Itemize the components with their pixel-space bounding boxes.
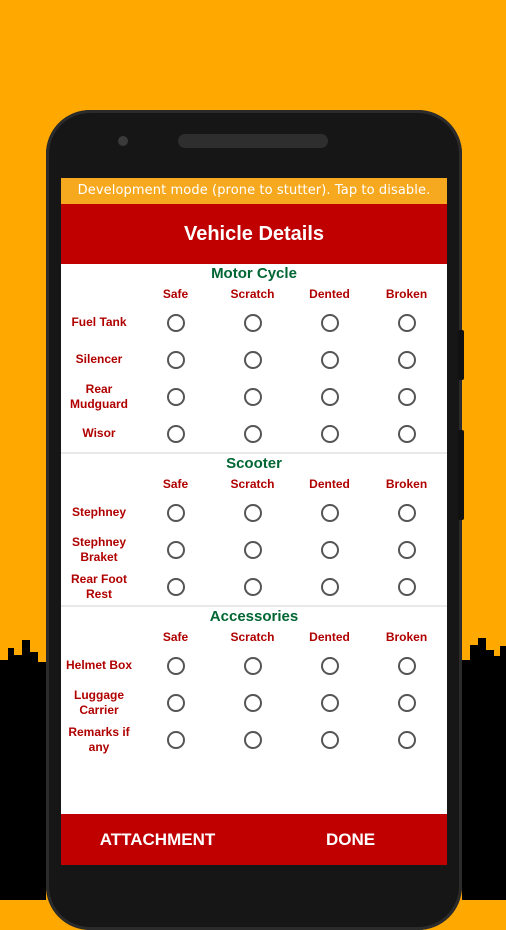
row-label: Fuel Tank (71, 315, 127, 329)
column-header-row (61, 627, 447, 647)
column-header: Dented (309, 630, 350, 644)
radio-cell (214, 388, 291, 406)
bottom-action-bar (61, 814, 447, 865)
radio-button-dented[interactable] (321, 504, 339, 522)
form-row (61, 494, 447, 531)
radio-button-scratch[interactable] (244, 657, 262, 675)
phone-side-button (458, 430, 464, 520)
radio-cell (214, 731, 291, 749)
column-header: Broken (385, 630, 428, 644)
row-label: Silencer (75, 352, 123, 366)
page-title: Vehicle Details (61, 204, 447, 264)
form-row (61, 304, 447, 341)
form-row (61, 647, 447, 684)
radio-cell (368, 351, 445, 369)
radio-cell (291, 314, 368, 332)
radio-cell (368, 314, 445, 332)
column-header: Scratch (230, 630, 275, 644)
radio-button-broken[interactable] (398, 388, 416, 406)
radio-button-safe[interactable] (167, 657, 185, 675)
radio-button-broken[interactable] (398, 351, 416, 369)
radio-button-dented[interactable] (321, 657, 339, 675)
radio-cell (137, 351, 214, 369)
dev-mode-banner[interactable]: Development mode (prone to stutter). Tap to disable. (61, 178, 447, 204)
radio-cell (368, 694, 445, 712)
radio-button-scratch[interactable] (244, 731, 262, 749)
radio-cell (137, 541, 214, 559)
radio-button-safe[interactable] (167, 504, 185, 522)
radio-cell (137, 657, 214, 675)
row-label: Helmet Box (65, 658, 133, 672)
radio-button-scratch[interactable] (244, 504, 262, 522)
radio-button-broken[interactable] (398, 504, 416, 522)
radio-button-dented[interactable] (321, 578, 339, 596)
radio-button-safe[interactable] (167, 351, 185, 369)
radio-button-safe[interactable] (167, 425, 185, 443)
radio-cell (368, 731, 445, 749)
radio-button-scratch[interactable] (244, 578, 262, 596)
form-row (61, 341, 447, 378)
radio-cell (291, 694, 368, 712)
column-header: Dented (309, 287, 350, 301)
radio-cell (137, 694, 214, 712)
radio-button-dented[interactable] (321, 731, 339, 749)
radio-button-dented[interactable] (321, 694, 339, 712)
radio-button-broken[interactable] (398, 694, 416, 712)
column-header: Dented (309, 477, 350, 491)
app-screen (61, 178, 447, 865)
radio-cell (291, 504, 368, 522)
radio-cell (214, 657, 291, 675)
radio-button-safe[interactable] (167, 694, 185, 712)
done-button[interactable]: DONE (325, 829, 376, 849)
radio-cell (137, 731, 214, 749)
radio-cell (291, 388, 368, 406)
row-label: Rear Mudguard (70, 381, 128, 411)
section-2 (61, 605, 447, 758)
row-label: Wisor (82, 426, 116, 440)
section-title: Scooter (226, 455, 282, 472)
radio-cell (368, 657, 445, 675)
radio-button-safe[interactable] (167, 541, 185, 559)
radio-button-dented[interactable] (321, 388, 339, 406)
phone-side-button (458, 330, 464, 380)
radio-button-broken[interactable] (398, 657, 416, 675)
radio-cell (137, 425, 214, 443)
row-label: Luggage Carrier (74, 687, 124, 717)
radio-cell (291, 425, 368, 443)
radio-button-scratch[interactable] (244, 425, 262, 443)
radio-cell (291, 657, 368, 675)
radio-button-broken[interactable] (398, 425, 416, 443)
radio-cell (137, 388, 214, 406)
radio-button-safe[interactable] (167, 388, 185, 406)
column-header: Safe (162, 630, 189, 644)
column-header-row (61, 474, 447, 494)
form-row (61, 684, 447, 721)
radio-cell (291, 351, 368, 369)
radio-button-scratch[interactable] (244, 314, 262, 332)
attachment-button[interactable]: ATTACHMENT (99, 829, 216, 849)
radio-cell (368, 388, 445, 406)
radio-button-safe[interactable] (167, 578, 185, 596)
row-label: Rear Foot Rest (70, 571, 127, 601)
radio-cell (368, 425, 445, 443)
header-spacer (61, 627, 137, 647)
column-header: Safe (162, 477, 189, 491)
radio-cell (368, 578, 445, 596)
column-header: Scratch (230, 287, 275, 301)
radio-cell (137, 504, 214, 522)
radio-button-safe[interactable] (167, 314, 185, 332)
header-spacer (61, 474, 137, 494)
radio-cell (214, 425, 291, 443)
column-header: Broken (385, 287, 428, 301)
form-row (61, 378, 447, 415)
radio-button-broken[interactable] (398, 314, 416, 332)
form-row (61, 568, 447, 605)
radio-cell (368, 541, 445, 559)
radio-button-scratch[interactable] (244, 388, 262, 406)
section-0 (61, 264, 447, 452)
earpiece-speaker (178, 134, 328, 148)
radio-button-broken[interactable] (398, 731, 416, 749)
radio-cell (214, 504, 291, 522)
section-title: Accessories (209, 608, 299, 625)
front-camera (118, 136, 128, 146)
radio-cell (214, 314, 291, 332)
section-title: Motor Cycle (211, 265, 297, 282)
radio-cell (291, 541, 368, 559)
radio-button-broken[interactable] (398, 578, 416, 596)
radio-button-scratch[interactable] (244, 694, 262, 712)
column-header: Broken (385, 477, 428, 491)
radio-cell (291, 731, 368, 749)
radio-cell (368, 504, 445, 522)
form-row (61, 721, 447, 758)
header-spacer (61, 284, 137, 304)
column-header-row (61, 284, 447, 304)
row-label: Stephney Braket (71, 534, 126, 564)
inspection-form (61, 264, 447, 758)
radio-button-scratch[interactable] (244, 541, 262, 559)
row-label: Stephney (71, 505, 126, 519)
radio-cell (214, 541, 291, 559)
column-header: Scratch (230, 477, 275, 491)
radio-button-dented[interactable] (321, 425, 339, 443)
form-row (61, 415, 447, 452)
column-header: Safe (162, 287, 189, 301)
radio-cell (214, 694, 291, 712)
row-label: Remarks if any (68, 724, 130, 754)
radio-cell (137, 314, 214, 332)
radio-button-scratch[interactable] (244, 351, 262, 369)
radio-cell (214, 351, 291, 369)
radio-button-safe[interactable] (167, 731, 185, 749)
radio-button-broken[interactable] (398, 541, 416, 559)
radio-button-dented[interactable] (321, 351, 339, 369)
radio-button-dented[interactable] (321, 314, 339, 332)
radio-button-dented[interactable] (321, 541, 339, 559)
section-1 (61, 452, 447, 605)
radio-cell (137, 578, 214, 596)
radio-cell (214, 578, 291, 596)
form-row (61, 531, 447, 568)
radio-cell (291, 578, 368, 596)
